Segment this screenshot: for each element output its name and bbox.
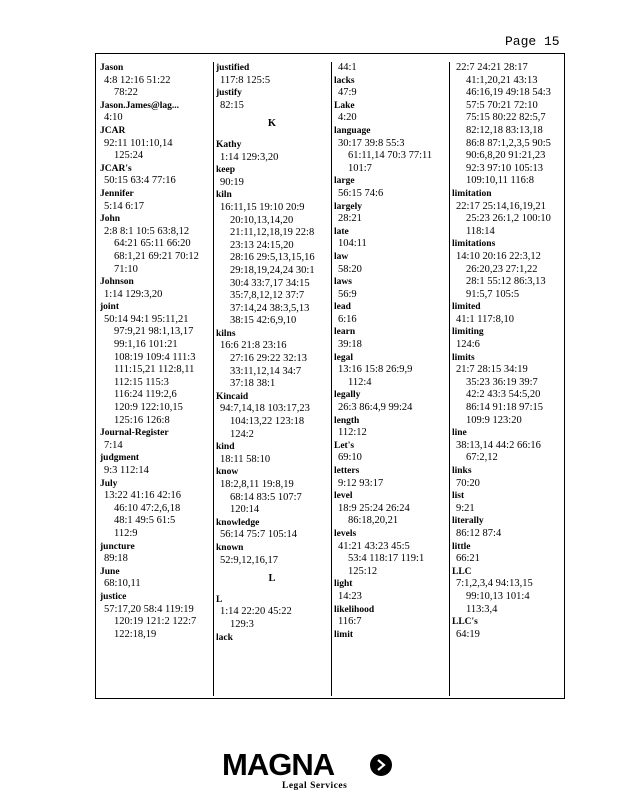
page-line-refs: 23:13 24:15,20 [230,239,294,251]
page-line-refs: 90:6,8,20 91:21,23 [466,150,546,162]
page-line-refs: 113:3,4 [466,603,498,615]
page-line-refs: 29:18,19,24,24 30:1 [230,264,315,276]
index-term: justify [216,88,242,99]
index-term: juncture [100,541,135,552]
index-entry [216,391,328,441]
index-entry [452,188,564,238]
index-entry [100,301,210,427]
logo-wordmark: MAGNA [222,747,335,782]
index-entry [334,604,444,629]
page-line-refs: 30:4 33:7,17 34:15 [230,277,310,289]
index-entry [216,87,328,112]
page-line-refs: 16:11,15 19:10 20:9 [220,201,305,213]
page-line-refs: 67:2,12 [466,452,498,464]
index-term: limitations [452,239,496,250]
index-entry [334,251,444,276]
index-entry [334,389,444,414]
index-term: line [452,428,467,439]
index-term: Lake [334,100,355,111]
page-line-refs: 6:16 [338,313,357,325]
index-entry [334,578,444,603]
page-line-refs: 117:8 125:5 [220,74,271,86]
index-term: knowledge [216,517,260,528]
page-line-refs: 112:15 115:3 [114,376,169,388]
page-line-refs: 112:12 [338,427,367,439]
index-entry [100,276,210,301]
page-line-refs: 48:1 49:5 61:5 [114,515,176,527]
index-term: lacks [334,75,355,86]
page-line-refs: 129:3 [230,618,254,630]
index-entry [334,175,444,200]
index-entry [100,566,210,591]
page-line-refs: 35:7,8,12,12 37:7 [230,290,305,302]
index-entry [216,62,328,87]
index-term: level [334,491,353,502]
index-entry [100,427,210,452]
page-line-refs: 39:18 [338,339,362,351]
index-term: joint [100,302,119,313]
page-line-refs: 41:1,20,21 43:13 [466,74,538,86]
index-entry [452,301,564,326]
page-line-refs: 13:22 41:16 42:16 [104,490,182,502]
index-entry [216,328,328,391]
index-entry [452,566,564,616]
index-term: kind [216,442,235,453]
page-line-refs: 9:12 93:17 [338,477,384,489]
page-line-refs: 46:16,19 49:18 54:3 [466,87,551,99]
page-line-refs: 68:10,11 [104,578,141,590]
page-line-refs: 120:9 122:10,15 [114,402,183,414]
page-line-refs: 33:11,12,14 34:7 [230,365,302,377]
page-line-refs: 25:23 26:1,2 100:10 [466,213,551,225]
page-line-refs: 92:3 97:10 105:13 [466,162,544,174]
index-term: limitation [452,188,492,199]
page-line-refs: 68:1,21 69:21 70:12 [114,250,199,262]
index-term: limited [452,302,481,313]
index-entry [216,517,328,542]
index-entry [334,415,444,440]
index-term: legal [334,352,353,363]
index-entry [216,594,328,632]
index-entry [334,528,444,578]
page-line-refs: 92:11 101:10,14 [104,137,173,149]
page-line-refs: 116:24 119:2,6 [114,389,177,401]
page-line-refs: 53:4 118:17 119:1 [348,553,425,565]
page-line-refs: 116:7 [338,616,362,628]
index-term: JCAR's [100,163,132,174]
page-line-refs: 86:8 87:1,2,3,5 90:5 [466,137,551,149]
page-line-refs: 35:23 36:19 39:7 [466,376,538,388]
index-term: limiting [452,327,484,338]
page-line-refs: 56:9 [338,288,357,300]
index-entry [334,490,444,528]
page-line-refs: 7:1,2,3,4 94:13,15 [456,578,533,590]
page-line-refs: 104:11 [338,238,367,250]
index-term: Let's [334,440,355,451]
page-line-refs: 9:3 112:14 [104,465,149,476]
page-line-refs: 28:21 [338,213,362,225]
column-divider [213,62,214,696]
page-line-refs: 52:9,12,16,17 [220,554,279,566]
index-entry [334,62,444,75]
page-line-refs: 56:14 75:7 105:14 [220,529,298,541]
page-line-refs: 46:10 47:2,6,18 [114,502,181,514]
page-line-refs: 111:15,21 112:8,11 [114,364,195,376]
index-entry [216,466,328,516]
index-term: lack [216,632,233,643]
index-term: kilns [216,328,236,339]
arrow-icon [370,754,392,776]
page-line-refs: 122:18,19 [114,628,157,640]
page-line-refs: 58:20 [338,263,362,275]
index-entry [334,326,444,351]
page-line-refs: 91:5,7 105:5 [466,288,520,300]
page-line-refs: 125:24 [114,150,144,162]
page-line-refs: 101:7 [348,162,372,174]
index-term: Jason.James@lag... [100,100,180,111]
index-term: LLC's [452,617,478,628]
index-term: light [334,579,353,590]
page-line-refs: 61:11,14 70:3 77:11 [348,150,433,162]
index-entry [216,139,328,164]
index-term: justice [100,591,127,602]
page-line-refs: 4:20 [338,112,357,124]
page-line-refs: 69:10 [338,452,362,464]
index-term: language [334,125,371,136]
index-term: limits [452,352,475,363]
index-entry [216,189,328,328]
column-divider [449,62,450,696]
page-line-refs: 21:11,12,18,19 22:8 [230,227,315,239]
page-line-refs: 120:14 [230,504,260,516]
index-entry [216,632,328,645]
page-line-refs: 108:19 109:4 111:3 [114,351,196,363]
index-entry [100,591,210,641]
page-line-refs: 78:22 [114,87,138,99]
index-entry [334,629,444,642]
index-entry [334,352,444,390]
index-entry [100,478,210,541]
page-line-refs: 7:14 [104,439,123,451]
index-term: lead [334,302,351,313]
index-entry [334,276,444,301]
page-line-refs: 68:14 83:5 107:7 [230,491,302,503]
page-line-refs: 27:16 29:22 32:13 [230,353,308,365]
page-line-refs: 109:9 123:20 [466,414,522,426]
index-term: justified [216,63,250,73]
index-term: June [100,566,120,577]
page-line-refs: 22:7 24:21 28:17 [456,62,528,73]
index-entry [452,352,564,428]
index-entry [452,427,564,465]
index-term: largely [334,201,362,212]
index-term: list [452,491,465,502]
page-line-refs: 41:21 43:23 45:5 [338,540,410,552]
index-term: law [334,251,349,262]
index-entry [452,326,564,351]
index-entry [334,125,444,175]
page-line-refs: 4:10 [104,112,123,124]
page-line-refs: 14:23 [338,590,362,602]
index-entry [334,465,444,490]
page-line-refs: 18:11 58:10 [220,453,271,465]
index-entry [100,213,210,276]
page-line-refs: 1:14 129:3,20 [104,288,163,300]
logo-subtitle: Legal Services [282,781,348,791]
index-entry [452,616,564,641]
page-line-refs: 99:1,16 101:21 [114,339,178,351]
page-line-refs: 125:12 [348,565,378,577]
index-term: July [100,478,118,489]
index-entry [334,226,444,251]
index-entry [452,465,564,490]
index-term: JCAR [100,125,126,136]
index-term: literally [452,516,484,527]
page-line-refs: 86:18,20,21 [348,515,399,527]
page-line-refs: 56:15 74:6 [338,187,384,199]
page-line-refs: 71:10 [114,263,138,275]
page-line-refs: 112:9 [114,527,138,539]
index-entry [100,188,210,213]
page-line-refs: 57:5 70:21 72:10 [466,99,538,111]
index-term: John [100,214,121,225]
page-line-refs: 118:14 [466,225,495,237]
index-term: know [216,467,239,478]
page-line-refs: 70:20 [456,477,480,489]
page-line-refs: 44:1 [338,62,357,73]
page-line-refs: 75:15 80:22 82:5,7 [466,112,546,124]
page-line-refs: 30:17 39:8 55:3 [338,137,405,149]
page-line-refs: 26:3 86:4,9 99:24 [338,402,413,414]
page-line-refs: 124:2 [230,428,254,440]
page-line-refs: 86:14 91:18 97:15 [466,402,544,414]
index-column-4 [452,62,564,694]
page-line-refs: 1:14 22:20 45:22 [220,606,292,618]
page-line-refs: 89:18 [104,553,128,565]
word-index-table [95,53,565,699]
page-line-refs: 14:10 20:16 22:3,12 [456,250,541,262]
page-line-refs: 50:14 94:1 95:11,21 [104,313,189,325]
index-term: limit [334,629,353,640]
page-line-refs: 9:21 [456,502,475,514]
page-line-refs: 112:4 [348,376,372,388]
index-column-3 [334,62,444,694]
index-term: little [452,541,471,552]
page-line-refs: 37:14,24 38:3,5,13 [230,302,310,314]
page-number: Page 15 [505,34,560,49]
page-line-refs: 94:7,14,18 103:17,23 [220,403,310,415]
page-line-refs: 90:19 [220,176,244,188]
index-entry [452,541,564,566]
page-line-refs: 28:16 29:5,13,15,16 [230,252,315,264]
column-divider [331,62,332,696]
page-line-refs: 50:15 63:4 77:16 [104,175,176,187]
index-term: kiln [216,190,232,201]
index-term: length [334,415,360,426]
page-line-refs: 18:9 25:24 26:24 [338,502,410,514]
page-line-refs: 4:8 12:16 51:22 [104,74,171,86]
index-entry [100,62,210,100]
magna-logo [222,748,397,792]
index-entry [334,75,444,100]
index-entry [334,301,444,326]
page-line-refs: 120:19 121:2 122:7 [114,616,197,628]
index-term: letters [334,466,360,476]
page-line-refs: 38:13,14 44:2 66:16 [456,439,541,451]
page-line-refs: 124:6 [456,339,480,351]
index-entry [216,542,328,567]
index-entry [334,440,444,465]
index-entry [100,163,210,188]
index-term: late [334,226,349,237]
page-line-refs: 26:20,23 27:1,22 [466,263,538,275]
page-line-refs: 104:13,22 123:18 [230,416,305,428]
index-term: L [216,594,223,605]
index-term: judgment [100,453,140,464]
index-term: keep [216,165,235,176]
page-line-refs: 82:12,18 83:13,18 [466,124,543,136]
index-entry [100,100,210,125]
page-line-refs: 99:10,13 101:4 [466,590,530,602]
page-line-refs: 2:8 8:1 10:5 63:8,12 [104,225,190,237]
section-letter: L [268,573,276,585]
index-entry [100,125,210,163]
index-term: Jason [100,63,124,73]
page-line-refs: 64:19 [456,628,480,640]
index-term: large [334,176,355,187]
page-line-refs: 18:2,8,11 19:8,19 [220,479,294,490]
index-term: LLC [452,566,472,577]
page-line-refs: 97:9,21 98:1,13,17 [114,326,194,338]
index-term: Jennifer [100,188,134,199]
index-entry [452,238,564,301]
page-line-refs: 37:18 38:1 [230,378,276,390]
page-line-refs: 47:9 [338,87,357,99]
index-entry [216,441,328,466]
index-column-2 [216,62,328,694]
page-line-refs: 5:14 6:17 [104,200,144,212]
page-line-refs: 13:16 15:8 26:9,9 [338,364,413,376]
page-line-refs: 21:7 28:15 34:19 [456,364,528,376]
index-term: likelihood [334,604,375,615]
index-column-1 [100,62,210,694]
index-entry [334,100,444,125]
index-entry [452,490,564,515]
index-entry [452,62,564,188]
page-line-refs: 22:17 25:14,16,19,21 [456,200,546,212]
index-term: Kathy [216,139,242,150]
index-term: legally [334,390,361,401]
section-letter: K [267,118,277,130]
index-term: Journal-Register [100,428,169,439]
page-line-refs: 16:6 21:8 23:16 [220,340,287,352]
page-line-refs: 64:21 65:11 66:20 [114,238,191,250]
page-line-refs: 109:10,11 116:8 [466,175,535,187]
page-line-refs: 125:16 126:8 [114,414,170,426]
page-line-refs: 82:15 [220,99,244,111]
index-entry [216,164,328,189]
page-line-refs: 41:1 117:8,10 [456,313,514,325]
index-term: learn [334,327,356,338]
index-term: levels [334,528,357,539]
page-line-refs: 28:1 55:12 86:3,13 [466,276,546,288]
page-line-refs: 86:12 87:4 [456,527,502,539]
page-line-refs: 1:14 129:3,20 [220,151,279,163]
index-entry [100,541,210,566]
page-line-refs: 38:15 42:6,9,10 [230,315,297,327]
index-term: links [452,466,472,476]
page-line-refs: 20:10,13,14,20 [230,214,294,226]
index-term: laws [334,277,352,288]
index-term: known [216,542,244,553]
index-entry [452,515,564,540]
index-term: Kincaid [216,391,249,402]
page-line-refs: 66:21 [456,553,480,565]
index-entry [100,452,210,477]
index-term: Johnson [100,277,134,288]
index-entry [334,201,444,226]
page-line-refs: 57:17,20 58:4 119:19 [104,603,194,615]
page-line-refs: 42:2 43:3 54:5,20 [466,389,541,401]
